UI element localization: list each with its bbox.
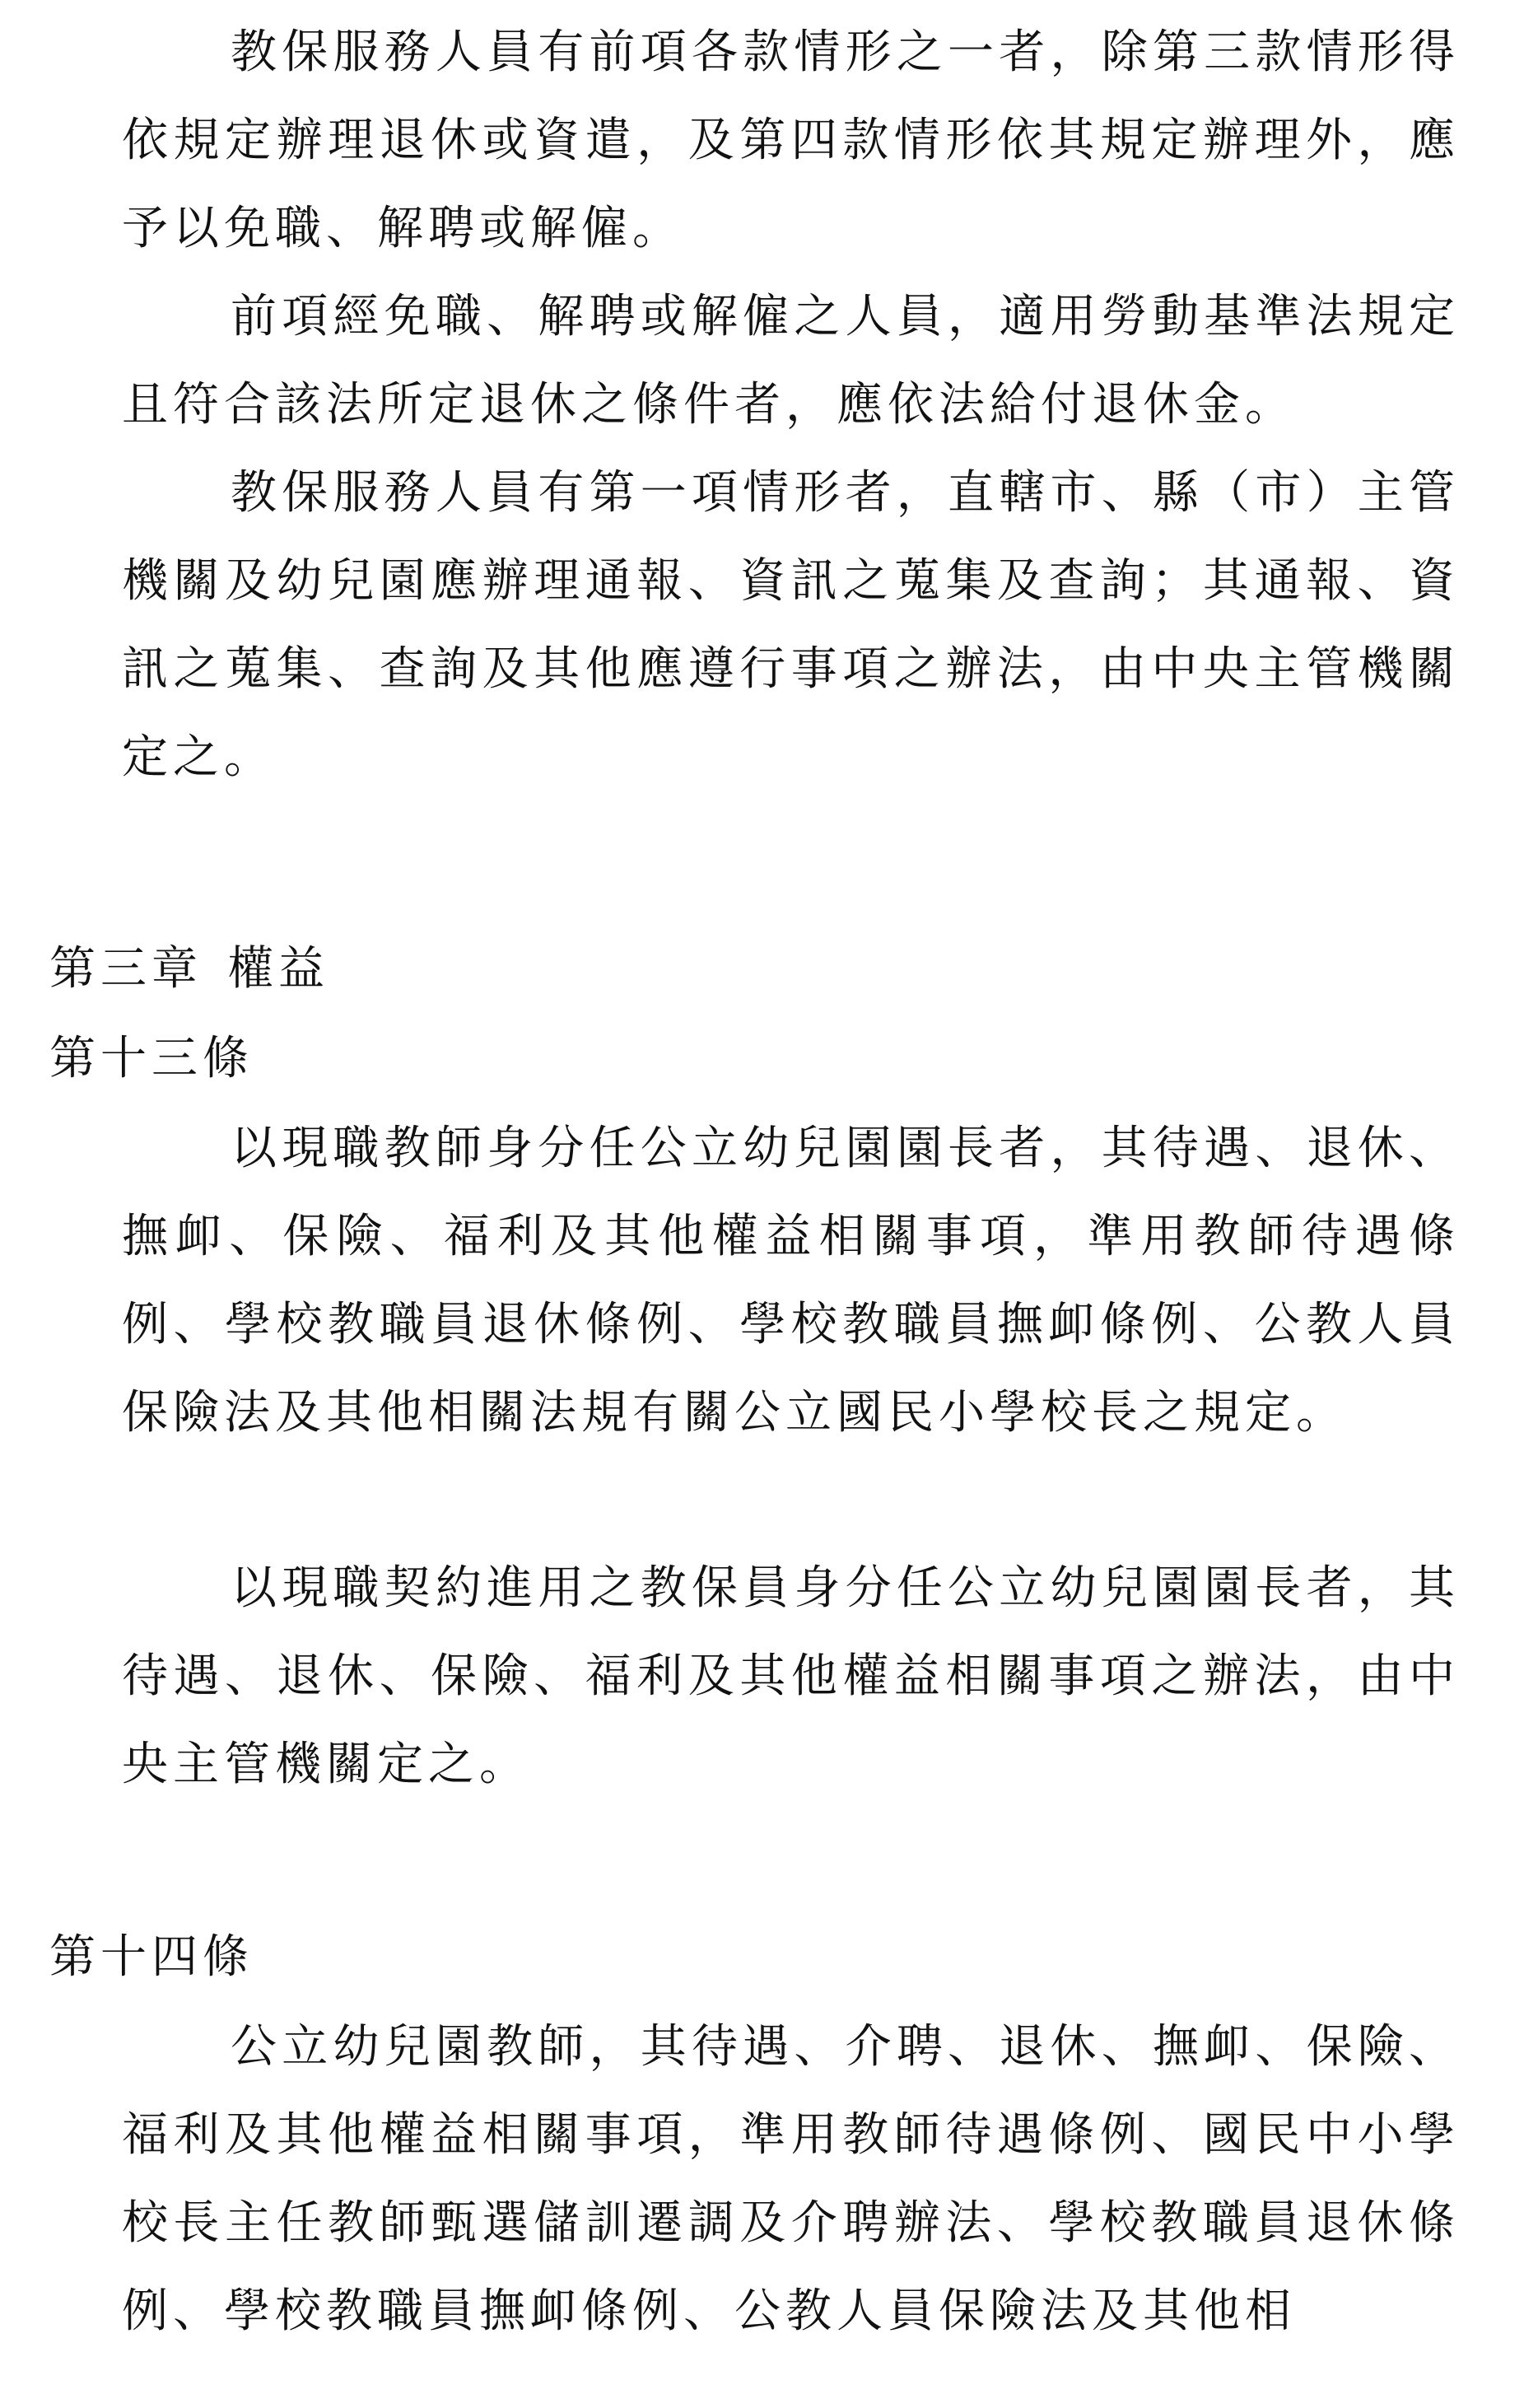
article-14-paragraph-1: 公立幼兒園教師，其待遇、介聘、退休、撫卹、保險、福利及其他權益相關事項，準用教師待遇條例、國民中小學校長主任教師甄選儲訓遷調及介聘辦法、學校教職員退休條例、學校教職員撫卹條例、公教人員保險法及其他相: [122, 2020, 1460, 2338]
article-13-heading: 第十三條: [49, 1032, 254, 1085]
article-13-paragraph-2: 以現職契約進用之教保員身分任公立幼兒園園長者，其待遇、退休、保險、福利及其他權益相關事項之辦法，由中央主管機關定之。: [122, 1561, 1460, 1791]
paragraph-retirement-pay: 前項經免職、解聘或解僱之人員，適用勞動基準法規定且符合該法所定退休之條件者，應依法給付退休金。: [122, 290, 1460, 432]
chapter-heading: [49, 925, 329, 1013]
chapter-number: 第三章: [49, 942, 203, 996]
chapter-title: 權益: [227, 942, 329, 996]
paragraph-reporting-rules: 教保服務人員有第一項情形者，直轄市、縣（市）主管機關及幼兒園應辦理通報、資訊之蒐集及查詢；其通報、資訊之蒐集、查詢及其他應遵行事項之辦法，由中央主管機關定之。: [122, 466, 1460, 784]
paragraph-dismissal-conditions: 教保服務人員有前項各款情形之一者，除第三款情形得依規定辦理退休或資遣，及第四款情形依其規定辦理外，應予以免職、解聘或解僱。: [122, 26, 1460, 255]
article-13-paragraph-1: 以現職教師身分任公立幼兒園園長者，其待遇、退休、撫卹、保險、福利及其他權益相關事項，準用教師待遇條例、學校教職員退休條例、學校教職員撫卹條例、公教人員保險法及其他相關法規有關公立國民小學校長之規定。: [122, 1122, 1460, 1440]
article-14-heading: 第十四條: [49, 1930, 254, 1984]
